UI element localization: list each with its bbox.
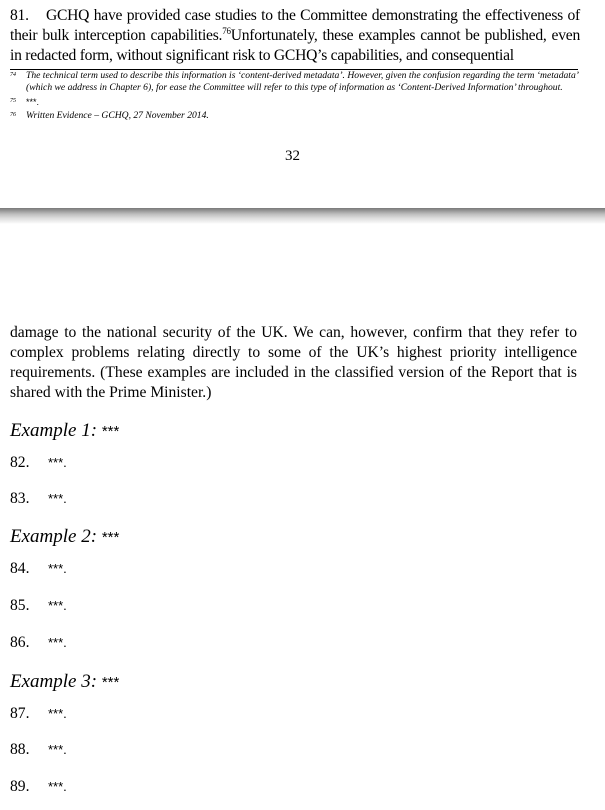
paragraph-number: 82. [10,454,30,471]
paragraph-89 [10,778,67,796]
paragraph-number: 85. [10,597,30,614]
page-32 [0,0,605,208]
paragraph-86 [10,634,67,652]
footnote-75 [10,96,578,109]
footnote-text: Written Evidence – GCHQ, 27 November 2014. [26,110,209,122]
example-1-heading [10,420,119,443]
paragraph-number: 86. [10,634,30,651]
redaction-marker: *** [101,529,120,546]
footnote-ref-76: 76 [222,26,231,36]
footnote-76 [10,110,578,122]
paragraph-number: 89. [10,778,30,795]
example-label: Example 1: [10,420,98,441]
paragraph-number: 84. [10,560,30,577]
redacted-text: ***. [48,491,67,506]
footnote-number: 75 [10,97,16,104]
paragraph-number: 81. [10,7,29,24]
footnote-number: 76 [10,112,16,119]
page-separator [0,208,605,224]
paragraph-text-b: Unfortunately, these examples cannot be published, even in redacted form, without significant risk to GCHQ’s capabilities, and consequential [10,27,580,64]
footnote-text: The technical term used to describe this information is ‘content-derived metadata’. However, given the confusion regarding the term ‘metadata’ (which we address in Chapter 6), for ease the Committee will refer to this type of information as ‘Content-Derived Information’ throughout. [26,70,578,94]
redacted-text: ***. [48,742,67,757]
footnotes [10,70,578,124]
page-33 [0,224,605,810]
redacted-text: ***. [48,561,67,576]
example-label: Example 3: [10,671,98,692]
redacted-text: ***. [48,635,67,650]
redaction-marker: *** [101,423,120,440]
paragraph-81 [10,6,580,66]
page-number: 32 [285,148,300,164]
example-label: Example 2: [10,526,98,547]
redaction-marker: *** [101,674,120,691]
paragraph-continuation: damage to the national security of the UK. We can, however, confirm that they refer to complex problems relating directly to some of the UK’s highest priority intelligence requirements. (These examples are included in the classified version of the Report that is shared with the Prime Minister.) [10,324,577,401]
footnote-text: ***. [26,96,40,107]
example-3-heading [10,671,119,694]
example-2-heading [10,526,119,549]
redacted-text: ***. [48,779,67,794]
paragraph-text-a: GCHQ have provided case studies to the Committee demonstrating the effectiveness of their bulk interception capabilities. [10,7,580,44]
redacted-text: ***. [48,706,67,721]
paragraph-number: 88. [10,741,30,758]
footnote-74 [10,70,578,95]
redacted-text: ***. [48,598,67,613]
footnote-number: 74 [10,72,16,78]
paragraph-number: 83. [10,490,30,507]
paragraph-82 [10,454,67,472]
paragraph-88 [10,741,67,759]
paragraph-87 [10,705,67,723]
paragraph-83 [10,490,67,508]
redacted-text: ***. [48,455,67,470]
paragraph-84 [10,560,67,578]
paragraph-number: 87. [10,705,30,722]
paragraph-85 [10,597,67,615]
